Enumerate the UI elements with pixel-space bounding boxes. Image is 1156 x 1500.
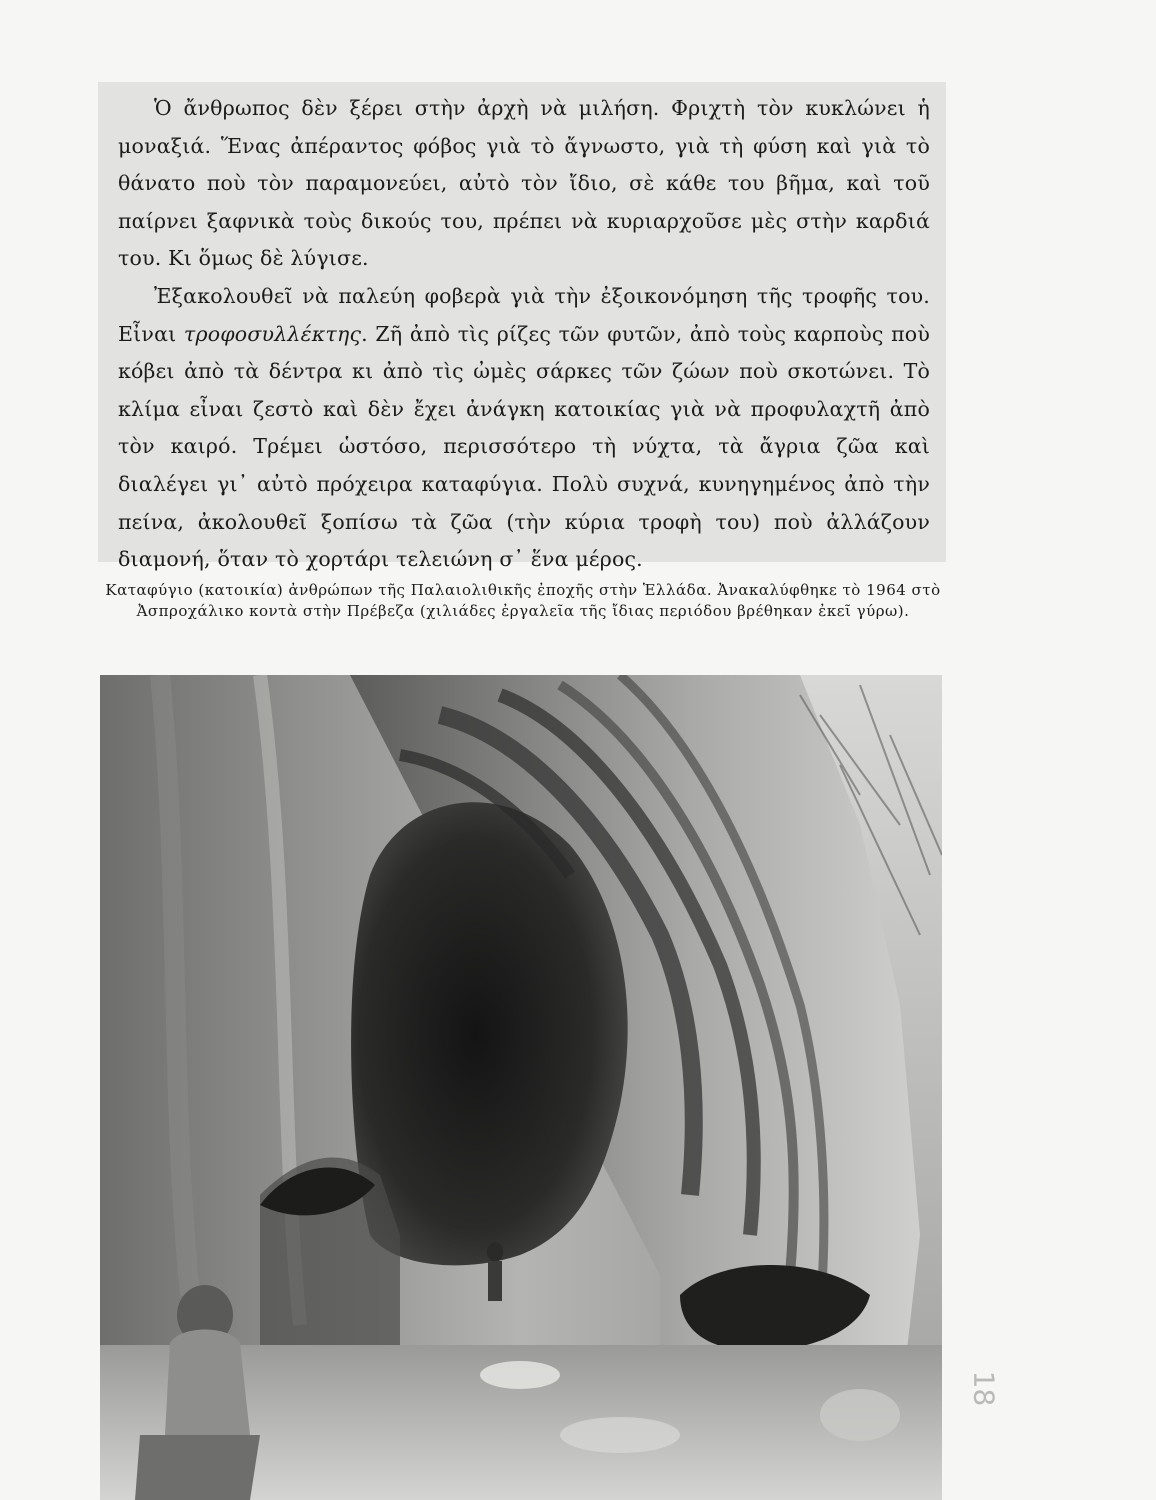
cave-photo-illustration <box>100 675 942 1500</box>
paragraph-2-text-end: . Ζῆ ἀπὸ τὶς ρίζες τῶν φυτῶν, ἀπὸ τοὺς καρποὺς ποὺ κόβει ἀπὸ τὰ δέντρα κι ἀπὸ τὶς ὠμὲς σάρκες τῶν ζώων ποὺ σκοτώνει. Τὸ κλίμα εἶναι ζεστὸ καὶ δὲν ἔχει ἀνάγκη κατοικίας γιὰ νὰ προφυλαχτῆ ἀπὸ τὸν καιρό. Τρέμει ὡστόσο, περισσότερο τὴ νύχτα, τὰ ἄγρια ζῶα καὶ διαλέγει γι᾽ αὐτὸ πρόχειρα καταφύγια. Πολὺ συχνά, κυνηγημένος ἀπὸ τὴν πείνα, ἀκολουθεῖ ξοπίσω τὰ ζῶα (τὴν κύρια τροφὴ του) ποὺ ἀλλάζουν διαμονή, ὅταν τὸ χορτάρι τελειώνη σ᾽ ἕνα μέρος. <box>118 321 930 572</box>
page-number: 18 <box>967 1370 1001 1407</box>
figure-caption: Καταφύγιο (κατοικία) ἀνθρώπων τῆς Παλαιολιθικῆς ἐποχῆς στὴν Ἑλλάδα. Ἀνακαλύφθηκε τὸ 1964 στὸ Ἀσπροχάλικο κοντὰ στὴν Πρέβεζα (χιλιάδες ἐργαλεῖα τῆς ἴδιας περιόδου βρέθηκαν ἐκεῖ γύρω). <box>105 581 941 620</box>
cave-photo <box>100 675 942 1500</box>
paragraph-2 <box>98 278 946 579</box>
body-text <box>98 82 946 572</box>
paragraph-2-text-start: Ἐξακολουθεῖ νὰ παλεύη φοβερὰ γιὰ τὴν ἐξοικονόμηση τῆς τροφῆς του. Εἶναι <box>118 283 930 346</box>
paragraph-1: Ὁ ἄνθρωπος δὲν ξέρει στὴν ἀρχὴ νὰ μιλήση. Φριχτὴ τὸν κυκλώνει ἡ μοναξιά. Ἕνας ἀπέραντος φόβος γιὰ τὸ ἄγνωστο, γιὰ τὴ φύση καὶ γιὰ τὸ θάνατο ποὺ τὸν παραμονεύει, αὐτὸ τὸν ἴδιο, σὲ κάθε του βῆμα, καὶ τοῦ παίρνει ξαφνικὰ τοὺς δικούς του, πρέπει νὰ κυριαρχοῦσε μὲς στὴν καρδιά του. Κι ὅμως δὲ λύγισε. <box>118 96 930 271</box>
paragraph-2-emphasis: τροφοσυλλέκτης <box>183 321 362 346</box>
